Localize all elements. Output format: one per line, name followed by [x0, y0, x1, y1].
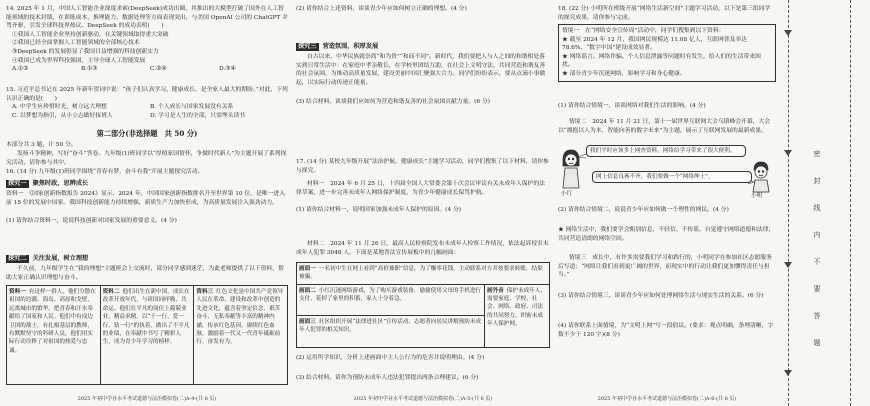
materials-table: [6, 285, 288, 385]
page-footer: 2025 年初中学业水平考试道德与法治模拟卷(二)A-6-(共 6 页): [597, 396, 737, 402]
explore-title: 营造氛围，积厚发展: [322, 43, 379, 50]
question-15-options-row: [6, 112, 288, 121]
scene-1-star-item: ★ 部分青少年沉迷网络，影响学习和身心健康。: [562, 70, 686, 77]
seal-line-notice: 密封线内不要答题: [813, 150, 821, 366]
question-14-options: [6, 65, 288, 74]
option-d: D.③④: [219, 66, 236, 73]
material-text: 红色文化是中国共产党领导人民在革命、建设和改革中创造的先进文化，蕴含着坚定信念、艰苦奋斗、无私奉献等丰富的精神内涵。传承红色基因，赓续红色血脉，激励着一代又一代青年砥砺前行、奋发有为。: [196, 289, 284, 346]
speech-bubble: 我们平时应该多上网查资料，网络给学习带来了很大便利。: [586, 145, 746, 157]
marker-triangle-icon: [784, 150, 792, 156]
question-18-2: (2) 请你结合情境二，说说青少年应如何做一个理性的网民。(4 分): [558, 207, 729, 213]
page-6-column: [558, 0, 776, 406]
explore-2-text: 不久前，九年级学生在“我的理想”主题班会上交流时，部分同学感到迷茫，为此老师提供了以下资料，帮助大家正确认识理想与奋斗。: [6, 266, 284, 281]
material-label: 资料一: [9, 289, 26, 295]
question-14-item: ①我国人工智能企业坚持创新驱动，在关键领域取得重大突破: [12, 31, 169, 38]
explore-1-heading: [6, 180, 288, 189]
option-c: C.②④: [150, 66, 167, 73]
option-b: B.①③: [81, 66, 98, 73]
question-14-item: ③DeepSeek 的发展彰显了我国日益增强的科技创新实力: [12, 48, 159, 55]
picture-panels-box: [296, 262, 550, 348]
explore-3-text: 自古以来，中华民族就崇尚“和为贵”“和而不同”。新时代，我们要把人与人之间的和谐相处落实到日常生活中：在家庭中孝亲敬长，在学校里团结互助，在社会上文明守法，共同营造和谐友善的社会氛围，为推动高质量发展、建设美丽中国汇聚强大合力。同学们纷纷表示，要从点滴小事做起，以实际行动传递正能量。: [296, 54, 546, 86]
question-15: [6, 86, 288, 120]
panel-text: 小红沉迷网络游戏，为了购买游戏装备，偷偷使用父母的手机进行支付，花掉了家里的积蓄，家人十分着急。: [299, 288, 482, 303]
material-label: 资料二: [102, 289, 120, 295]
character-name: 小红: [561, 191, 573, 197]
page-4-column: [6, 0, 288, 406]
panel-label: 画面二: [299, 288, 316, 294]
voice-over-cell: [485, 285, 549, 347]
scene-2-text: 情境二 2024 年 11 月 21 日，第十一届世界互联网大会乌镇峰会开幕，大会以“拥抱以人为本、智能向善的数字未来”为主题，展示了互联网发展的最新成果。: [558, 119, 771, 134]
explore-1-material: 资料一 《国家创新指数报告 2024》显示，2024 年，中国国家创新指数排名升至世界第 10 位，是唯一进入前 15 位的发展中国家。我国科技创新能力持续增强，新质生产力加快形成，为高质量发展注入强劲动力。: [6, 191, 286, 206]
explore-title: 关注发展，树立理想: [32, 255, 89, 262]
material-cell: [194, 286, 287, 384]
character-name: 小明: [751, 193, 763, 199]
option-b: B. 个人成长与国家发展没有关系: [150, 104, 234, 111]
explore-3-heading: [296, 43, 550, 52]
question-16-3: (3) 结合材料，谈谈我们应如何为营造和谐友善的社会氛围贡献力量。(6 分): [296, 99, 491, 105]
explore-label: 探究三: [298, 43, 317, 50]
question-14-item: ②我国已经全面掌握人工智能领域的全部核心技术: [12, 40, 140, 47]
explore-label: 探究二: [8, 255, 27, 262]
panel-label: 画面三: [299, 319, 316, 325]
panel-text: 一名初中生在网上看到“高价兼职”信息，为了赚零花钱，主动联系对方并按要求转账，结果被骗。: [299, 266, 543, 281]
panel-text: 保护未成年人，需要家庭、学校、社会、网络、政府、司法的共同努力，织密未成年人保护网。: [487, 288, 546, 327]
material-text: 有这样一群人，他们分散在祖国的边疆、海岛、高原和戈壁，远离城市的繁华，把青春和汗水奉献给了国家和人民。他们中有戍边卫国的战士，有扎根基层的教师，有默默坚守的科研人员，他们用实际行动诠释了对祖国的热爱与忠诚。: [9, 289, 96, 354]
scene-1-star-item: ★ 网络谣言、网络诈骗、个人信息泄露等问题时有发生，给人们的生活带来困扰。: [562, 53, 761, 69]
binding-strip: [780, 0, 870, 406]
explore-title: 聚焦时政，思辨成长: [32, 180, 89, 187]
star-note: ★ 网络生活中，我们要学会甄别信息，不轻信、不传谣，自觉遵守网络道德和法律，共同营造清朗的网络空间。: [558, 227, 775, 242]
question-17-3: (3) 结合材料，请你为预防未成年人违法犯罪提出两条合理建议。(6 分): [296, 375, 479, 381]
option-d: D. 学习是人生的全部，只需埋头读书: [150, 112, 246, 119]
scene-1-text: 情境一 在“网络安全宣传周”活动中，同学们搜集到以下资料：: [562, 28, 725, 34]
panel-label: 画外音: [487, 288, 504, 294]
part-2-intro: 发扬斗争精神，写好“奋斗”答卷。九年级(1)班同学以“厚植家国情怀，争做时代新人”为主题开展了系列探究活动，请你参与其中。: [6, 151, 287, 166]
page-footer: 2025 年初中学业水平考试道德与法治模拟卷(二)A-5-(共 6 页): [353, 396, 493, 402]
question-17-2: (2) 运用所学知识，分析上述画面中主人公行为的危害并说明理由。(4 分): [296, 355, 485, 361]
question-18-stem: 18. (22 分) 小明所在班级开展“网络生活新空间”主题学习活动，以下是第三组同学的探究成果，请你参与完成。: [558, 6, 771, 21]
explore-label: 探究一: [8, 180, 27, 187]
part-2-note: 本部分共 3 题，计 50 分。: [6, 142, 77, 148]
page-5-column: [296, 0, 550, 406]
seal-cut-line: [788, 0, 789, 406]
cartoon-scene: [558, 144, 776, 202]
question-16-1: (1) 请你结合资料一，说说科技创新对国家发展的重要意义。(4 分): [6, 218, 177, 224]
option-a: A.①②: [12, 66, 29, 73]
question-16-stem: 16. (14 分) 九年级(1)班同学围绕“青春有梦，奋斗有我”开展主题探究活动。: [6, 169, 204, 175]
question-18-3: (3) 请你结合情境三，谈谈青少年应如何处理网络生活与现实生活的关系。(6 分): [558, 293, 764, 299]
panel-text: 社区组织开展“法律进社区”宣传活动，志愿者向居民讲解预防未成年人犯罪的相关知识。: [299, 319, 482, 334]
speech-bubble: 网上信息良莠不齐，我们要做一个“网络绅士”。: [592, 171, 752, 183]
panel-label: 画面一: [299, 266, 316, 272]
part-2-title: 第二部分(非选择题 共 50 分): [96, 129, 198, 138]
scene-1-box: [558, 24, 776, 82]
scene-3-text: 情境三 成长中，有许多需要我们学习和践行的，小明同学在参加社区志愿服务后写道：“网络让我们看到更广阔的世界，而现实中的行动让我们更加懂得责任与担当。”: [558, 255, 772, 279]
question-17-1: (1) 请你结合材料一，说明国家加强未成年人保护的原因。(4 分): [296, 207, 462, 213]
question-14: [6, 5, 288, 74]
marker-triangle-icon: [784, 262, 792, 268]
question-14-item: ④我国已成为世界科技强国，主导全球人工智能发展: [12, 57, 146, 64]
boy-figure: [753, 162, 769, 192]
question-18-1: (1) 请你结合情境一，谈谈网络对我们生活的影响。(4 分): [558, 103, 706, 109]
question-17-stem: 17. (14 分) 某校九年级开展“法治护航，健康成长”主题学习活动，同学们搜集了以下材料，请你参与探究。: [296, 159, 549, 174]
panel-1: [297, 263, 549, 285]
material-cell: [101, 286, 195, 384]
option-c: C. 以梦想为指引，从小立志做好接班人: [12, 112, 113, 119]
question-15-stem: 15. 习近平总书记在 2025 年新年贺词中说：“孩子们认真学习、健康成长，是全家人最大的期盼。”对此，下列认识正确的是( ): [6, 87, 288, 102]
material-cell: [7, 286, 101, 384]
question-16-2: (2) 请你结合上述资料，谈谈青少年应如何树立正确的理想。(4 分): [296, 6, 467, 12]
marker-triangle-icon: [784, 370, 792, 376]
panel-3: [297, 316, 485, 347]
question-14-stem: 14. 2025 年 1 月，中国人工智能企业深度求索(DeepSeek)成功出圈，其推出的大模型打破了国外在人工智能领域的技术封锁，在训练成本、推理能力、数据处理等方面表现突出，与美国 OpenAI 公司的 ChatGPT 并驾齐驱，引发全球科技界热议。DeepSeek 的成功表明( ): [6, 6, 288, 30]
question-17-material-1: 材料一 2024 年 6 月 25 日，十四届全国人大常委会第十次会议审议有关未成年人保护的法律草案，进一步完善未成年人网络保护制度，为青少年健康成长保驾护航。: [296, 181, 545, 196]
marker-triangle-icon: [784, 30, 792, 36]
question-15-options-row: [6, 103, 288, 112]
seal-cut-line: [850, 0, 851, 406]
explore-2-heading: [6, 255, 288, 264]
material-label: 资料三: [196, 289, 214, 295]
scene-1-star-item: ★ 截至 2024 年 12 月，我国网民规模达 11.08 亿人，互联网普及率达 78.6%，“数字中国”建设成效显著。: [562, 36, 747, 52]
material-text: 他们出生在新中国，成长在改革开放年代，与祖国同呼吸、共命运。他们在平凡的岗位上兢兢业业、精益求精，以“干一行、爱一行、钻一行”的执着，做出了不平凡的业绩，在奉献中书写了精彩人生，成为青少年学习的榜样。: [102, 289, 190, 346]
page-footer: 2025 年初中学业水平考试道德与法治模拟卷(二)A-4-(共 6 页): [77, 396, 217, 402]
panel-2: [297, 285, 485, 316]
question-17-material-2: 材料二 2024 年 11 月 26 日，最高人民检察院发布未成年人检察工作情况，依法起诉侵害未成年人犯罪 3046 人。下面是某地普法宣传展板中的几幅画面：: [296, 241, 549, 256]
option-a: A. 中学生应珍惜时光，树立远大理想: [12, 104, 107, 111]
bubble-tail: [578, 154, 586, 158]
question-18-4: (4) 请你联系上面情境，为“文明上网”写一段倡议。(要求：观点明确，条理清晰，字数不少于 120 字)(8 分): [558, 323, 774, 338]
girl-figure: [563, 150, 579, 188]
